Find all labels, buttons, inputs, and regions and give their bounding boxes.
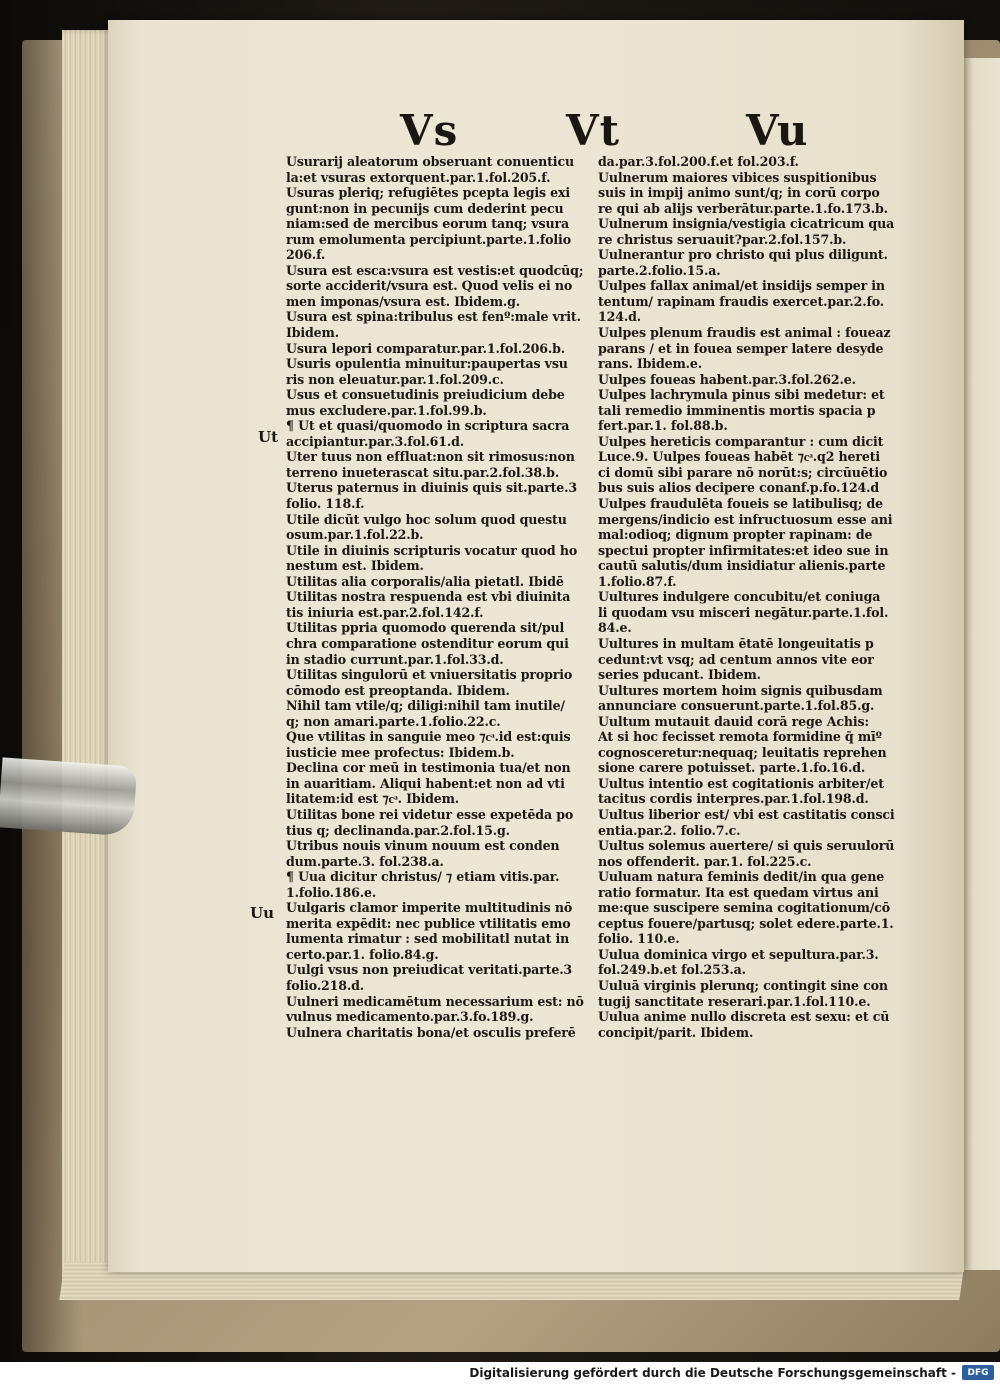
text-line: 84.e. bbox=[598, 620, 632, 636]
text-line: sione carere potuisset. parte.1.fo.16.d. bbox=[598, 760, 866, 776]
text-line: ceptus fouere/partusq; solet edere.parte.1. bbox=[598, 915, 894, 931]
text-line: Uultures in multam ētatē longeuitatis p bbox=[598, 635, 874, 651]
margin-tag-ut: Ut bbox=[258, 428, 279, 446]
text-line: fert.par.1. fol.88.b. bbox=[598, 418, 728, 434]
text-line: in stadio currunt.par.1.fol.33.d. bbox=[286, 651, 504, 667]
text-line: cognosceretur:nequaq; leuitatis reprehen bbox=[598, 744, 887, 760]
text-line: da.par.3.fol.200.f.et fol.203.f. bbox=[598, 154, 799, 169]
text-line: Uulgaris clamor imperite multitudinis nō bbox=[286, 900, 573, 916]
text-line: Uulnerum insignia/vestigia cicatricum qua bbox=[598, 216, 895, 232]
text-line: ¶ Ut et quasi/quomodo in scriptura sacra bbox=[286, 418, 570, 434]
text-line: Uulneri medicamētum necessarium est: nō bbox=[286, 993, 584, 1009]
text-line: rum emolumenta percipiunt.parte.1.folio bbox=[286, 231, 571, 247]
footer-bar bbox=[0, 1362, 1000, 1384]
text-line: li quodam vsu misceri negātur.parte.1.fol. bbox=[598, 604, 889, 620]
text-line: bus suis alios decipere conanf.p.fo.124.d bbox=[598, 480, 880, 496]
text-line: folio.218.d. bbox=[286, 977, 365, 993]
text-line: Utilitas singulorū et vniuersitatis proprio bbox=[286, 667, 573, 683]
text-line: tentum/ rapinam fraudis exercet.par.2.fo. bbox=[598, 293, 884, 309]
text-line: Utilitas ppria quomodo querenda sit/pul bbox=[286, 620, 565, 636]
text-line: merita expēdit: nec publice vtilitatis emo bbox=[286, 915, 571, 931]
text-line: ratio formatur. Ita est quedam virtus ani bbox=[598, 884, 879, 900]
text-line: Uultum mutauit dauid corā rege Achis: bbox=[598, 713, 869, 729]
text-line: Declina cor meū in testimonia tua/et non bbox=[286, 760, 571, 776]
text-line: parte.2.folio.15.a. bbox=[598, 262, 721, 278]
text-line: ris non eleuatur.par.1.fol.209.c. bbox=[286, 371, 504, 387]
dfg-logo: DFG bbox=[962, 1365, 994, 1380]
text-line: iusticie mee profectus: Ibidem.b. bbox=[286, 744, 515, 760]
facing-page-edge bbox=[962, 58, 1000, 1270]
right-column-text bbox=[598, 154, 906, 1040]
text-line: spectui propter infirmitates:et ideo sue in bbox=[598, 542, 889, 558]
text-line: concipit/parit. Ibidem. bbox=[598, 1024, 754, 1040]
text-line: folio. 110.e. bbox=[598, 931, 680, 947]
text-line: vulnus medicamento.par.3.fo.189.g. bbox=[286, 1009, 534, 1025]
text-line: tacitus cordis interpres.par.1.fol.198.d. bbox=[598, 791, 869, 807]
text-line: osum.par.1.fol.22.b. bbox=[286, 527, 424, 543]
text-line: Utilitas bone rei videtur esse expetēda po bbox=[286, 806, 574, 822]
text-line: Utile in diuinis scripturis vocatur quod ho bbox=[286, 542, 578, 558]
text-line: Utilitas alia corporalis/alia pietatl. Ibidē bbox=[286, 573, 564, 589]
text-line: rans. Ibidem.e. bbox=[598, 356, 702, 372]
text-line: tius q; declinanda.par.2.fol.15.g. bbox=[286, 822, 510, 838]
text-line: Uulnera charitatis bona/et osculis preferē bbox=[286, 1024, 576, 1040]
text-line: Uulnerantur pro christo qui plus diligunt. bbox=[598, 247, 888, 263]
text-line: tali remedio imminentis mortis spacia p bbox=[598, 402, 876, 418]
text-line: cautū salutis/dum insidiatur alienis.parte bbox=[598, 558, 886, 574]
text-line: Uulua anime nullo discreta est sexu: et cū bbox=[598, 1009, 890, 1025]
text-line: Uultus intentio est cogitationis arbiter/et bbox=[598, 775, 884, 791]
text-line: Utribus nouis vinum nouum est conden bbox=[286, 838, 560, 854]
text-line: Uultus liberior est/ vbi est castitatis consci bbox=[598, 806, 895, 822]
text-line: Uultus solemus auertere/ si quis seruulorū bbox=[598, 838, 895, 854]
text-line: me:que suscipere semina cogitationum/cō bbox=[598, 900, 890, 916]
text-line: litatem:id est ⁊cͣ. Ibidem. bbox=[286, 791, 460, 807]
text-line: parans / et in fouea semper latere desyde bbox=[598, 340, 884, 356]
left-column-text bbox=[286, 154, 588, 1040]
text-line: Uultures mortem hoim signis quibusdam bbox=[598, 682, 883, 698]
text-line: Luce.9. Uulpes foueas habēt ⁊cͣ.q2 hereti bbox=[598, 449, 881, 465]
text-line: 206.f. bbox=[286, 247, 326, 263]
text-line: niam:sed de mercibus eorum tanq; vsura bbox=[286, 216, 569, 232]
text-line: Ibidem. bbox=[286, 325, 339, 341]
running-heads bbox=[0, 106, 1000, 158]
text-line: Uuluā virginis plerunq; contingit sine con bbox=[598, 977, 888, 993]
text-line: accipiantur.par.3.fol.61.d. bbox=[286, 433, 465, 449]
text-line: Usura est spina:tribulus est fenº:male vrit. bbox=[286, 309, 581, 325]
text-line: Uulpes plenum fraudis est animal : foueaz bbox=[598, 325, 891, 341]
text-line: series pducant. Ibidem. bbox=[598, 667, 761, 683]
margin-tag-uu: Uu bbox=[250, 904, 274, 922]
text-line: Usuris opulentia minuitur:paupertas vsu bbox=[286, 356, 568, 372]
text-line: Uter tuus non effluat:non sit rimosus:non bbox=[286, 449, 575, 465]
text-line: 124.d. bbox=[598, 309, 641, 325]
text-line: cōmodo est preoptanda. Ibidem. bbox=[286, 682, 510, 698]
text-line: Uulpes foueas habent.par.3.fol.262.e. bbox=[598, 371, 856, 387]
text-line: Usura est esca:vsura est vestis:et quodcūq; bbox=[286, 262, 584, 278]
text-line: certo.par.1. folio.84.g. bbox=[286, 946, 439, 962]
text-line: At si hoc fecisset remota formidine q̄ mīº bbox=[598, 729, 882, 745]
text-line: la:et vsuras extorquent.par.1.fol.205.f. bbox=[286, 169, 551, 185]
text-line: Uulgi vsus non preiudicat veritati.parte.3 bbox=[286, 962, 573, 978]
text-line: ci domū sibi parare nō norūt:s; circūuētio bbox=[598, 464, 888, 480]
text-line: Usus et consuetudinis preiudicium debe bbox=[286, 387, 565, 403]
text-line: terreno inueterascat situ.par.2.fol.38.b. bbox=[286, 464, 560, 480]
text-line: nestum est. Ibidem. bbox=[286, 558, 424, 574]
text-line: Uterus paternus in diuinis quis sit.parte.3 bbox=[286, 480, 577, 496]
text-line: ¶ Uua dicitur christus/ ⁊ etiam vitis.par. bbox=[286, 869, 560, 885]
funding-credit: Digitalisierung gefördert durch die Deutsche Forschungsgemeinschaft - bbox=[469, 1366, 956, 1380]
text-line: Que vtilitas in sanguie meo ⁊cͣ.id est:quis bbox=[286, 729, 571, 745]
running-head-vt: Vt bbox=[566, 106, 620, 155]
running-head-vu: Vu bbox=[746, 106, 809, 155]
text-line: in auaritiam. Aliqui habent:et non ad vti bbox=[286, 775, 565, 791]
text-line: mus excludere.par.1.fol.99.b. bbox=[286, 402, 487, 418]
text-line: re christus seruauit?par.2.fol.157.b. bbox=[598, 231, 847, 247]
text-line: Uulpes fraudulēta foueis se latibulisq; de bbox=[598, 496, 883, 512]
text-line: dum.parte.3. fol.238.a. bbox=[286, 853, 444, 869]
text-line: Uuluam natura feminis dedit/in qua gene bbox=[598, 869, 885, 885]
text-line: Usurarij aleatorum obseruant conuenticu bbox=[286, 154, 574, 169]
text-line: folio. 118.f. bbox=[286, 496, 365, 512]
text-line: Uulnerum maiores vibices suspitionibus bbox=[598, 169, 877, 185]
text-line: Usuras pleriq; refugiētes pcepta legis exi bbox=[286, 185, 571, 201]
text-line: re qui ab alijs verberātur.parte.1.fo.173.b. bbox=[598, 200, 888, 216]
text-line: men imponas/vsura est. Ibidem.g. bbox=[286, 293, 521, 309]
text-line: fol.249.b.et fol.253.a. bbox=[598, 962, 746, 978]
book-clasp bbox=[0, 757, 137, 836]
text-line: entia.par.2. folio.7.c. bbox=[598, 822, 741, 838]
text-line: mal:odioq; dignum propter rapinam: de bbox=[598, 527, 873, 543]
text-line: annunciare consuerunt.parte.1.fol.85.g. bbox=[598, 698, 875, 714]
text-line: q; non amari.parte.1.folio.22.c. bbox=[286, 713, 501, 729]
text-line: Usura lepori comparatur.par.1.fol.206.b. bbox=[286, 340, 566, 356]
text-line: sorte acciderit/vsura est. Quod velis ei no bbox=[286, 278, 573, 294]
text-line: 1.folio.186.e. bbox=[286, 884, 377, 900]
text-line: gunt:non in pecunijs cum dederint pecu bbox=[286, 200, 564, 216]
text-line: suis in impij animo sunt/q; in corū corpo bbox=[598, 185, 880, 201]
text-line: Uulpes fallax animal/et insidijs semper in bbox=[598, 278, 885, 294]
text-line: Utilitas nostra respuenda est vbi diuinita bbox=[286, 589, 571, 605]
text-line: Uultures indulgere concubitu/et coniuga bbox=[598, 589, 881, 605]
text-line: mergens/indicio est infructuosum esse ani bbox=[598, 511, 893, 527]
text-line: Utile dicūt vulgo hoc solum quod questu bbox=[286, 511, 567, 527]
text-line: tis iniuria est.par.2.fol.142.f. bbox=[286, 604, 484, 620]
text-line: 1.folio.87.f. bbox=[598, 573, 677, 589]
text-line: nos offenderit. par.1. fol.225.c. bbox=[598, 853, 812, 869]
text-line: chra comparatione ostenditur eorum qui bbox=[286, 635, 569, 651]
text-line: Uulua dominica virgo et sepultura.par.3. bbox=[598, 946, 879, 962]
text-line: cedunt:vt vsq; ad centum annos vite eor bbox=[598, 651, 874, 667]
running-head-vs: Vs bbox=[400, 106, 459, 155]
text-line: tugij sanctitate reserari.par.1.fol.110.e. bbox=[598, 993, 871, 1009]
text-line: lumenta rimatur : sed mobilitatl nutat in bbox=[286, 931, 570, 947]
text-line: Nihil tam vtile/q; diligi:nihil tam inutile/ bbox=[286, 698, 565, 714]
text-line: Uulpes lachrymula pinus sibi medetur: et bbox=[598, 387, 885, 403]
text-line: Uulpes hereticis comparantur : cum dicit bbox=[598, 433, 884, 449]
clasp-shadow bbox=[0, 330, 18, 750]
